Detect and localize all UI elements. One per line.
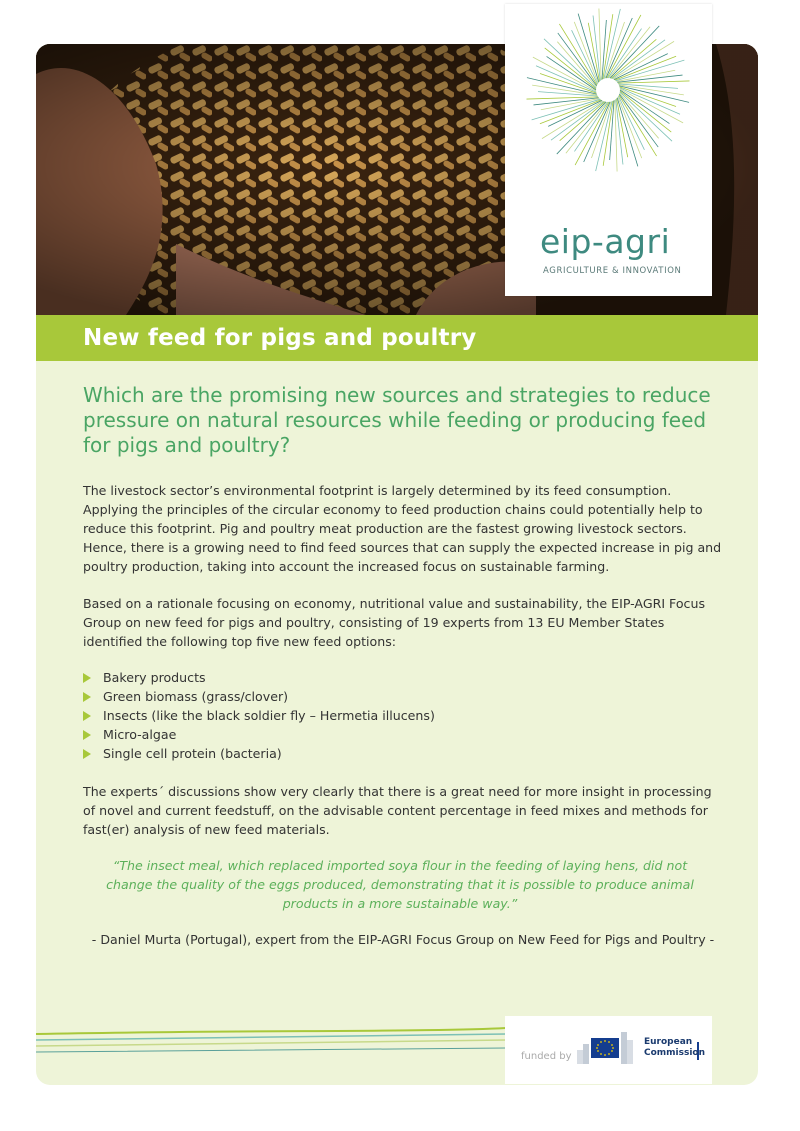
bullet-arrow-icon [83, 692, 91, 702]
list-item-label: Green biomass (grass/clover) [103, 689, 289, 704]
pull-quote: “The insect meal, which replaced imported soya flour in the feeding of laying hens, did not change the quality of the eggs produced, demonstrating that it is possible to produce animal products in a more sustainable way.” [106, 858, 694, 911]
funded-by-label: funded by [521, 1051, 572, 1062]
starburst-logo-icon [505, 4, 712, 204]
european-commission-logo-icon [577, 1028, 637, 1064]
bullet-arrow-icon [83, 749, 91, 759]
lead-question: Which are the promising new sources and strategies to reduce pressure on natural resources while feeding or producing feed for pigs and poultry? [83, 383, 711, 457]
focus-group-paragraph: Based on a rationale focusing on economy, nutritional value and sustainability, the EIP-AGRI Focus Group on new feed for pigs and poultry, consisting of 19 experts from 13 EU Member States identified the following top five new feed options: [83, 596, 706, 649]
list-item [83, 706, 435, 725]
list-item-label: Micro-algae [103, 727, 177, 742]
bullet-arrow-icon [83, 730, 91, 740]
list-item [83, 725, 435, 744]
logo-ray [620, 91, 671, 132]
european-commission-label [644, 1037, 705, 1059]
bullet-arrow-icon [83, 673, 91, 683]
logo-ray [609, 27, 650, 78]
list-item-label: Insects (like the black soldier fly – Hermetia illucens) [103, 708, 435, 723]
page-title: New feed for pigs and poultry [83, 325, 477, 351]
logo-tagline: AGRICULTURE & INNOVATION [543, 266, 682, 276]
quote-attribution: - Daniel Murta (Portugal), expert from the EIP-AGRI Focus Group on New Feed for Pigs and Poultry - [91, 932, 715, 947]
feed-options-list [83, 668, 435, 763]
logo-ray [545, 48, 596, 89]
list-item-label: Bakery products [103, 670, 206, 685]
list-item-label: Single cell protein (bacteria) [103, 746, 282, 761]
list-item [83, 687, 435, 706]
experts-paragraph: The experts´ discussions show very clearly that there is a great need for more insight in processing of novel and current feedstuff, on the advisable content percentage in feed mixes and methods for fast(er) analysis of new feed materials. [83, 784, 712, 837]
logo-ray [566, 102, 607, 153]
bullet-arrow-icon [83, 711, 91, 721]
list-item [83, 668, 435, 687]
title-bar [36, 315, 758, 361]
list-item [83, 744, 435, 763]
logo-wordmark: eip-agri [540, 222, 671, 261]
ec-line-1: European [644, 1037, 693, 1047]
intro-paragraph: The livestock sector’s environmental footprint is largely determined by its feed consumption. Applying the principles of the circular economy to feed production chains could potentially help to reduce this footprint. Pig and poultry meat production are the fastest growing livestock sectors. Hence, there is a growing need to find feed sources that can supply the expected increase in pig and poultry production, taking into account the increased focus on sustainable farming. [83, 483, 722, 574]
ec-line-2: Commission [644, 1048, 706, 1058]
